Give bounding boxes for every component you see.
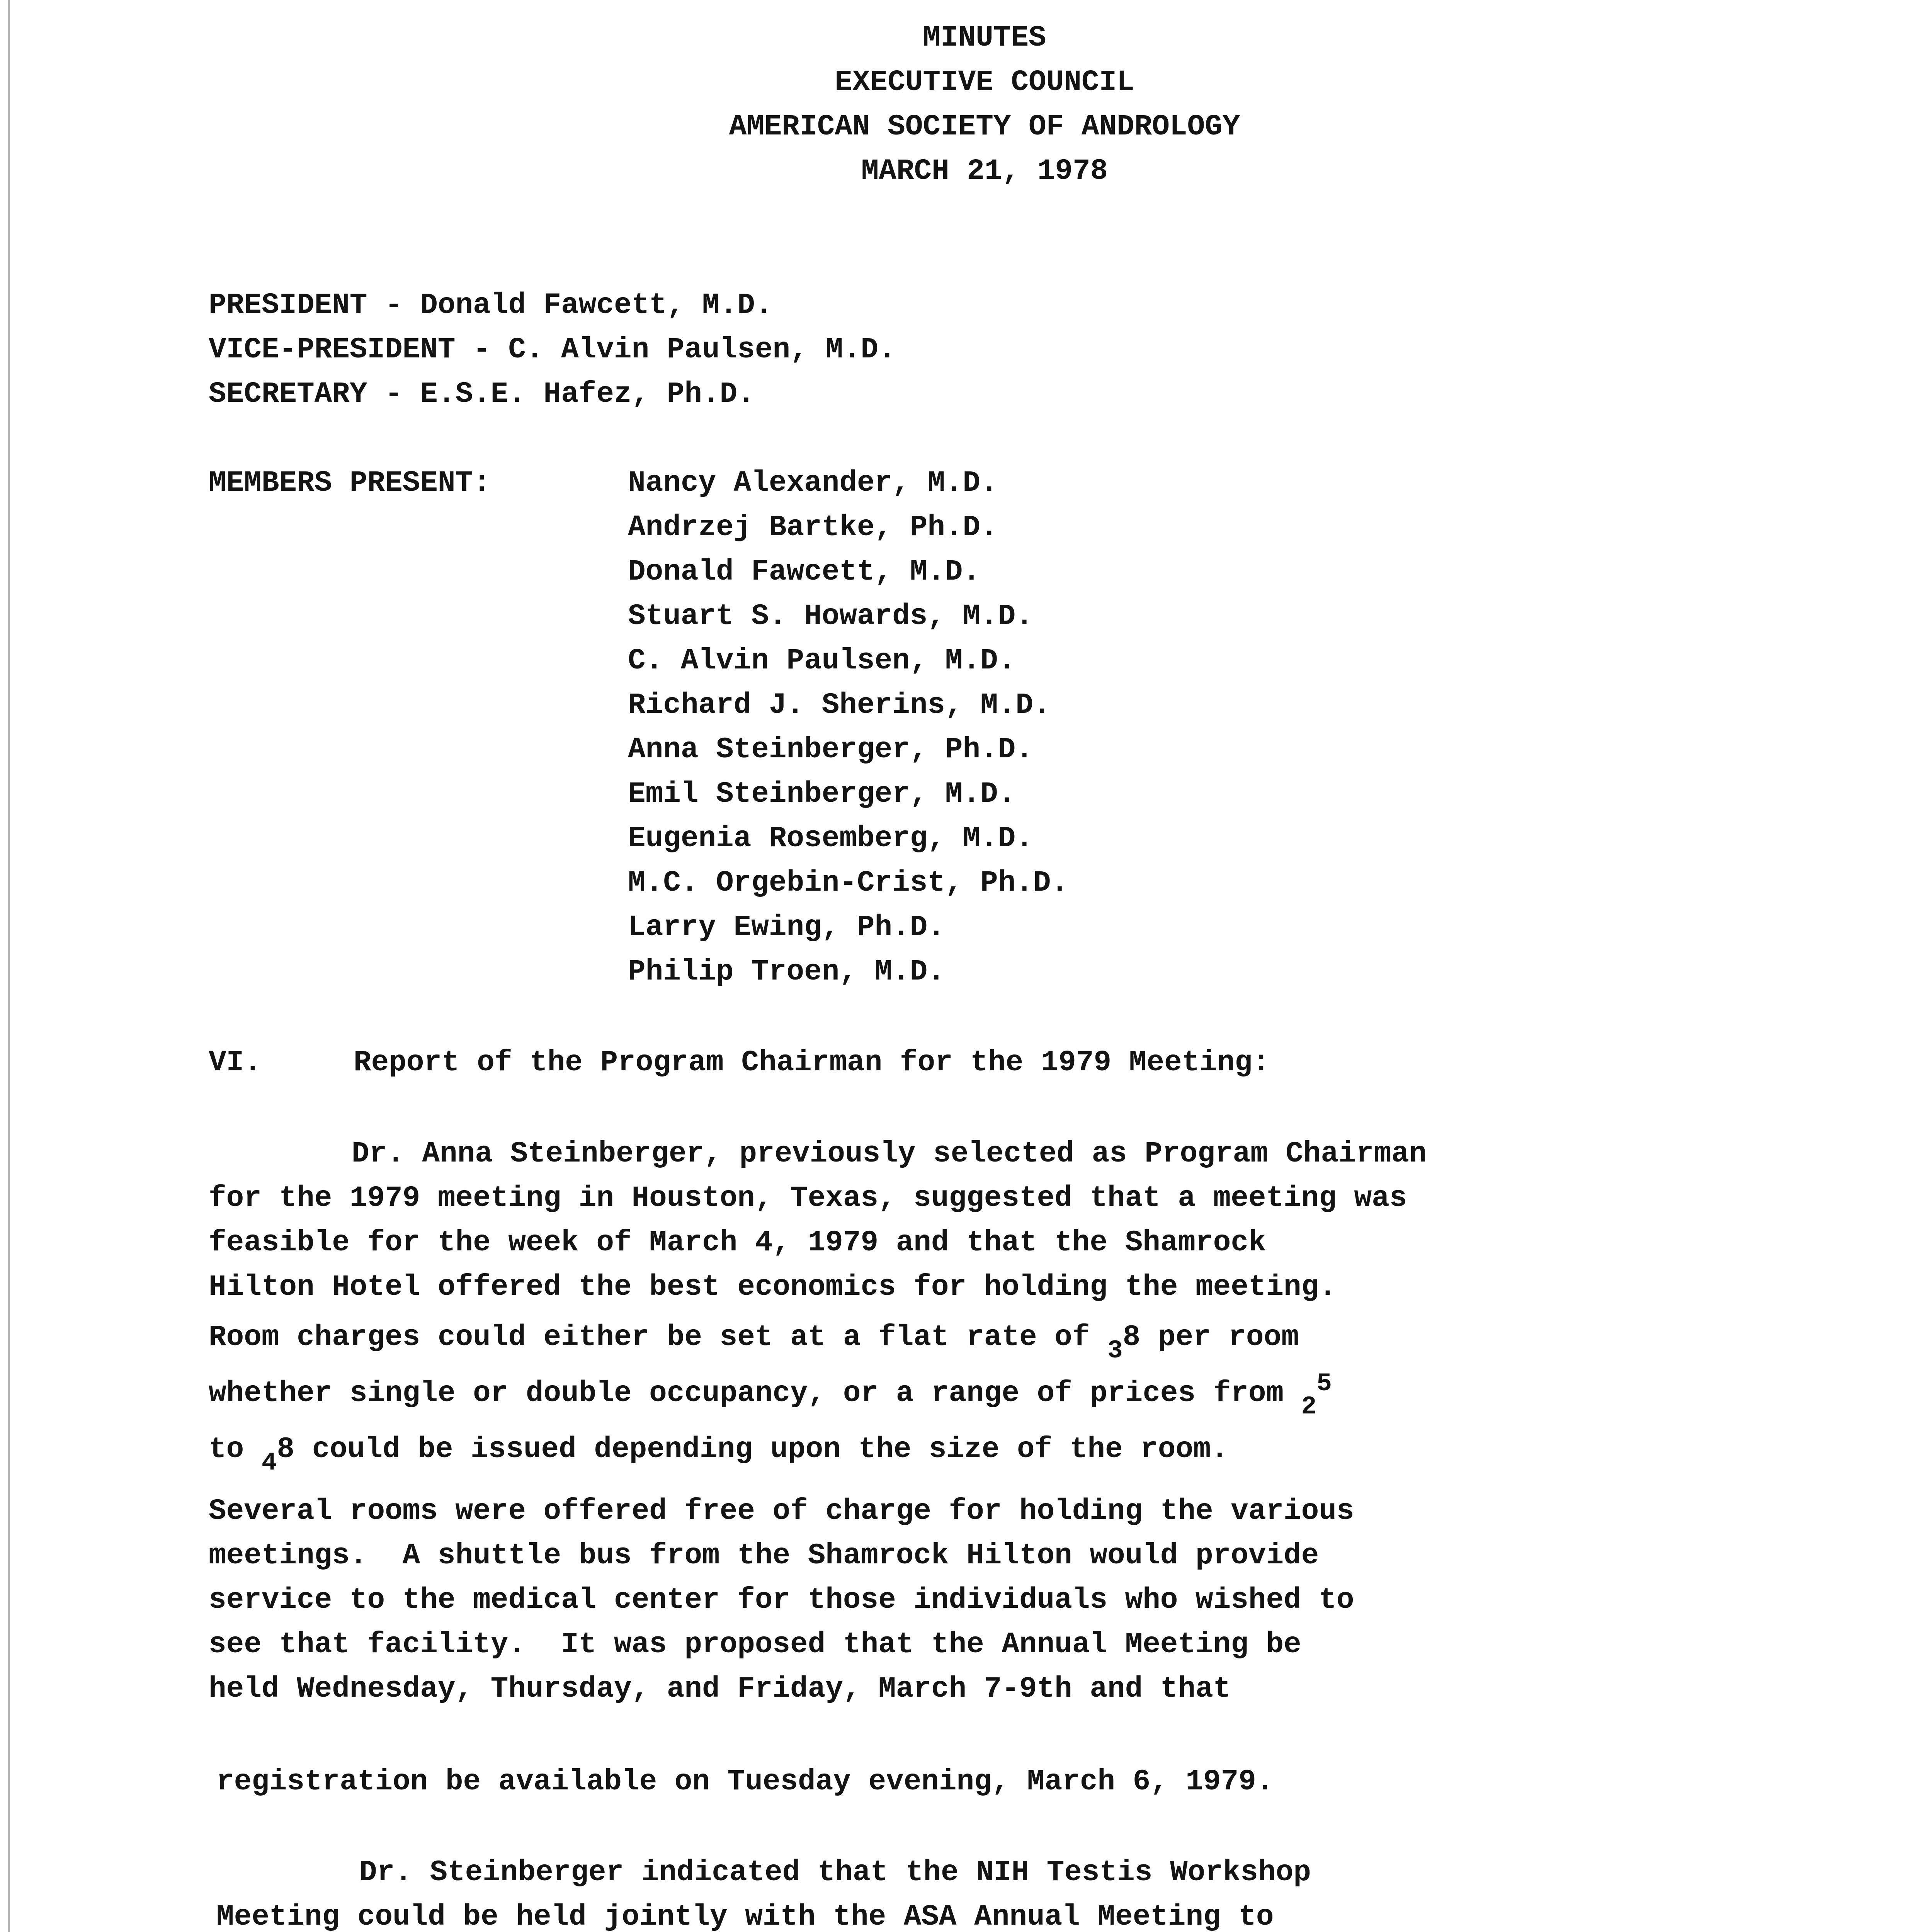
- section-title: Report of the Program Chairman for the 1979 Meeting:: [354, 1046, 1270, 1079]
- member-item: Philip Troen, M.D.: [628, 955, 945, 988]
- para2-line: Meeting could be held jointly with the ASA Annual Meeting to: [216, 1900, 1274, 1932]
- member-item: Donald Fawcett, M.D.: [628, 555, 981, 588]
- scan-edge-shadow: [8, 0, 14, 1932]
- header-council: EXECUTIVE COUNCIL: [835, 66, 1134, 99]
- para1-line: service to the medical center for those individuals who wished to: [209, 1583, 1354, 1617]
- member-item: Nancy Alexander, M.D.: [628, 466, 998, 500]
- header-society: AMERICAN SOCIETY OF ANDROLOGY: [729, 110, 1240, 143]
- para1-line: held Wednesday, Thursday, and Friday, March 7-9th and that: [209, 1672, 1231, 1706]
- member-item: M.C. Orgebin-Crist, Ph.D.: [628, 866, 1069, 900]
- section-number: VI.: [209, 1046, 262, 1079]
- para1-line: Several rooms were offered free of charge for holding the various: [209, 1495, 1354, 1528]
- member-item: Andrzej Bartke, Ph.D.: [628, 511, 998, 544]
- officer-president: PRESIDENT - Donald Fawcett, M.D.: [209, 289, 773, 322]
- officer-secretary: SECRETARY - E.S.E. Hafez, Ph.D.: [209, 378, 755, 411]
- para1-line: to 48 could be issued depending upon the size of the room.: [209, 1433, 1229, 1477]
- members-label: MEMBERS PRESENT:: [209, 466, 491, 500]
- para1-line: Dr. Anna Steinberger, previously selected as Program Chairman: [352, 1137, 1427, 1170]
- para2-line: Dr. Steinberger indicated that the NIH Testis Workshop: [359, 1856, 1311, 1889]
- member-item: Larry Ewing, Ph.D.: [628, 911, 945, 944]
- para1-line: meetings. A shuttle bus from the Shamrock Hilton would provide: [209, 1539, 1319, 1572]
- para1-line: whether single or double occupancy, or a range of prices from 25: [209, 1369, 1332, 1421]
- para1-line: feasible for the week of March 4, 1979 and that the Shamrock: [209, 1226, 1266, 1259]
- member-item: C. Alvin Paulsen, M.D.: [628, 644, 1016, 677]
- member-item: Stuart S. Howards, M.D.: [628, 600, 1033, 633]
- para1-line: Hilton Hotel offered the best economics for holding the meeting.: [209, 1270, 1337, 1304]
- member-item: Eugenia Rosemberg, M.D.: [628, 822, 1033, 855]
- member-item: Anna Steinberger, Ph.D.: [628, 733, 1033, 766]
- header-date: MARCH 21, 1978: [861, 155, 1108, 188]
- member-item: Emil Steinberger, M.D.: [628, 777, 1016, 811]
- officer-vice-president: VICE-PRESIDENT - C. Alvin Paulsen, M.D.: [209, 333, 896, 366]
- header-title: MINUTES: [923, 21, 1046, 54]
- para1-line: see that facility. It was proposed that the Annual Meeting be: [209, 1628, 1301, 1661]
- member-item: Richard J. Sherins, M.D.: [628, 689, 1051, 722]
- para1-line: for the 1979 meeting in Houston, Texas, suggested that a meeting was: [209, 1182, 1407, 1215]
- para1-line: Room charges could either be set at a flat rate of 38 per room: [209, 1321, 1299, 1365]
- para1-line: registration be available on Tuesday evening, March 6, 1979.: [216, 1765, 1274, 1798]
